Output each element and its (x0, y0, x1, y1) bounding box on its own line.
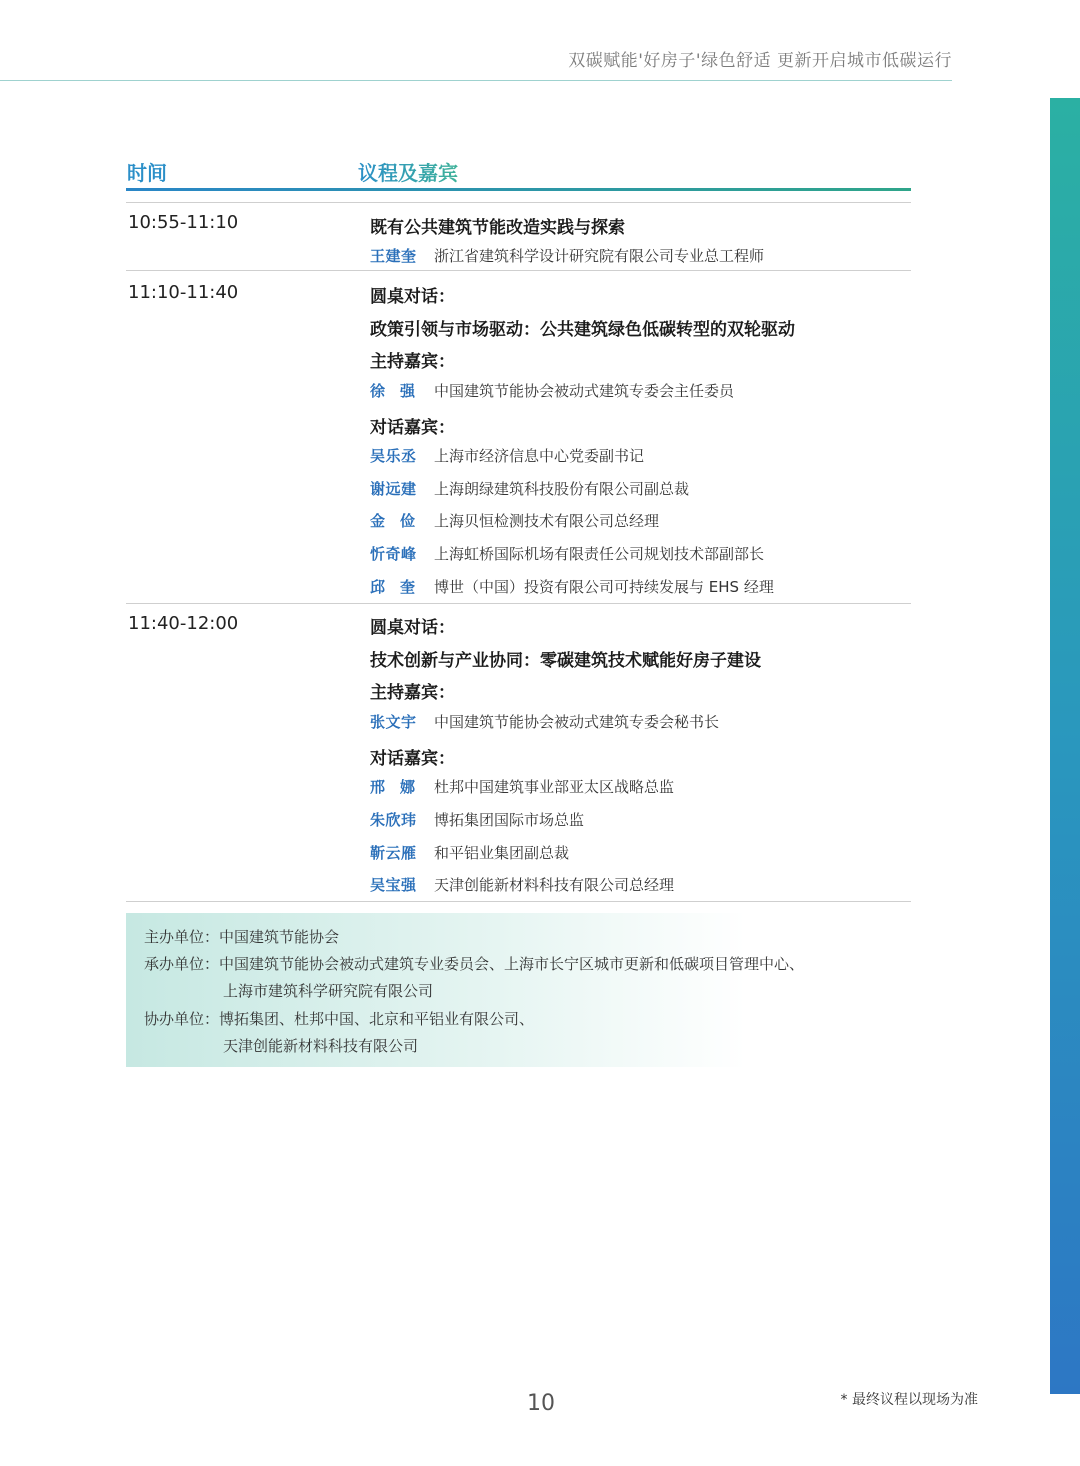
panelist-name: 邱 奎 (370, 578, 416, 596)
panelist-role: 上海市经济信息中心党委副书记 (434, 447, 645, 465)
panelist-role: 上海虹桥国际机场有限责任公司规划技术部副部长 (434, 545, 765, 563)
table-divider (126, 202, 911, 203)
speaker-row (370, 245, 764, 266)
panelist-row (370, 842, 569, 863)
panelist-name: 吴宝强 (370, 876, 417, 894)
panelist-name: 谢远建 (370, 480, 417, 498)
session-time: 11:40-12:00 (128, 613, 239, 634)
organizer-undertaker: 承办单位：中国建筑节能协会被动式建筑专业委员会、上海市长宁区城市更新和低碳项目管理中心、 (144, 955, 805, 973)
host-row (370, 380, 734, 401)
panelist-role: 和平铝业集团副总裁 (434, 844, 570, 862)
organizer-host: 主办单位：中国建筑节能协会 (144, 928, 340, 946)
speaker-role: 浙江省建筑科学设计研究院有限公司专业总工程师 (434, 247, 765, 265)
host-name: 徐 强 (370, 382, 416, 400)
panelist-row (370, 445, 644, 466)
table-divider (126, 603, 911, 604)
session-time: 10:55-11:10 (128, 212, 239, 233)
panelist-name: 吴乐丞 (370, 447, 417, 465)
host-role: 中国建筑节能协会被动式建筑专委会主任委员 (434, 382, 735, 400)
host-label: 主持嘉宾： (370, 352, 455, 372)
panelist-role: 天津创能新材料科技有限公司总经理 (434, 876, 675, 894)
organizer-co: 协办单位：博拓集团、杜邦中国、北京和平铝业有限公司、 (144, 1010, 535, 1028)
header-divider (0, 80, 952, 81)
roundtable-label: 圆桌对话： (370, 287, 455, 307)
panelist-row (370, 809, 584, 830)
host-row (370, 711, 719, 732)
panelist-name: 靳云雁 (370, 844, 417, 862)
panelist-row (370, 776, 674, 797)
table-divider (126, 901, 911, 902)
panelist-name: 金 俭 (370, 512, 416, 530)
panel-label: 对话嘉宾： (370, 749, 455, 769)
session-title: 既有公共建筑节能改造实践与探索 (370, 218, 625, 238)
side-accent-bar (1050, 98, 1080, 1394)
panelist-role: 上海贝恒检测技术有限公司总经理 (434, 512, 660, 530)
panelist-role: 上海朗绿建筑科技股份有限公司副总裁 (434, 480, 690, 498)
column-header-time: 时间 (127, 161, 167, 185)
panelist-role: 杜邦中国建筑事业部亚太区战略总监 (434, 778, 675, 796)
footnote: * 最终议程以现场为准 (840, 1392, 978, 1408)
page-number: 10 (527, 1391, 555, 1416)
panel-label: 对话嘉宾： (370, 418, 455, 438)
panelist-name: 忻奇峰 (370, 545, 417, 563)
panelist-name: 邢 娜 (370, 778, 416, 796)
column-header-agenda: 议程及嘉宾 (358, 157, 458, 186)
header-title: 双碳赋能'好房子'绿色舒适 更新开启城市低碳运行 (568, 51, 952, 71)
speaker-name: 王建奎 (370, 247, 417, 265)
organizer-undertaker-cont: 上海市建筑科学研究院有限公司 (223, 982, 434, 1000)
panelist-row (370, 576, 774, 597)
host-role: 中国建筑节能协会被动式建筑专委会秘书长 (434, 713, 720, 731)
session-time: 11:10-11:40 (128, 282, 239, 303)
panelist-row (370, 478, 689, 499)
panelist-row (370, 543, 764, 564)
table-divider (126, 270, 911, 271)
roundtable-label: 圆桌对话： (370, 618, 455, 638)
panelist-name: 朱欣玮 (370, 811, 417, 829)
host-label: 主持嘉宾： (370, 683, 455, 703)
host-name: 张文宇 (370, 713, 417, 731)
header-rule (126, 188, 911, 191)
session-title: 技术创新与产业协同：零碳建筑技术赋能好房子建设 (370, 651, 761, 671)
panelist-role: 博拓集团国际市场总监 (434, 811, 585, 829)
panelist-role: 博世（中国）投资有限公司可持续发展与 EHS 经理 (434, 578, 774, 596)
panelist-row (370, 510, 659, 531)
panelist-row (370, 874, 674, 895)
organizer-co-cont: 天津创能新材料科技有限公司 (223, 1037, 419, 1055)
session-title: 政策引领与市场驱动：公共建筑绿色低碳转型的双轮驱动 (370, 320, 795, 340)
